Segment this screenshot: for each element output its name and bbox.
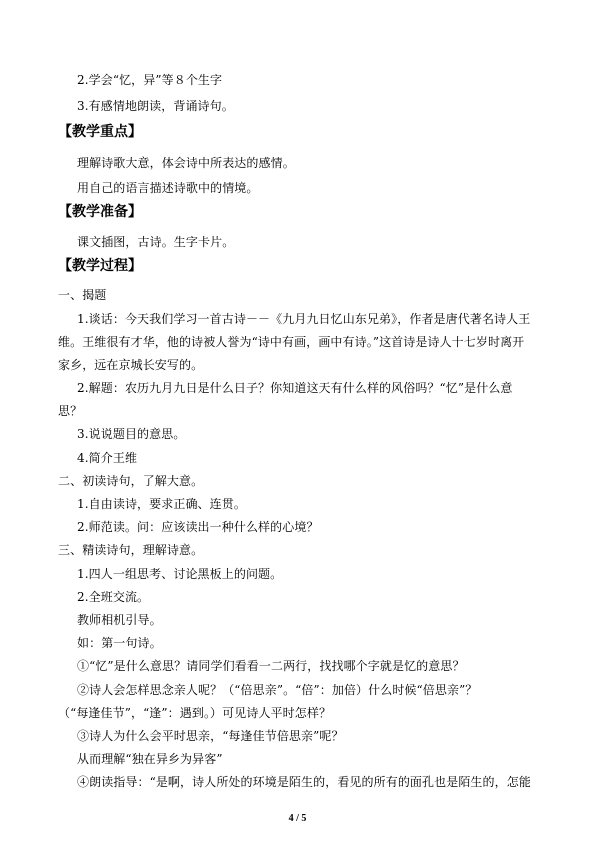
paragraph-line: ④朗读指导：“是啊，诗人所处的环境是陌生的，看见的所有的面孔也是陌生的，怎能: [77, 775, 531, 789]
process-part-1-title: 一、揭题: [58, 288, 107, 302]
section-heading-preparation: 【教学准备】: [58, 204, 142, 220]
paragraph-line: 2.全班交流。: [77, 590, 150, 604]
paragraph-line: （“每逢佳节”，“逢”：遇到。）可见诗人平时怎样？: [58, 706, 332, 720]
paragraph-line: 1.谈话：今天我们学习一首古诗－－《九月九日忆山东兄弟》，作者是唐代著名诗人王: [77, 312, 531, 326]
paragraph-line: ①“忆”是什么意思？请同学们看看一二两行，找找哪个字就是忆的意思？: [77, 659, 465, 673]
page-number: 4 / 5: [288, 813, 307, 824]
paragraph-line: 1.自由读诗，要求正确、连贯。: [77, 497, 246, 511]
paragraph-line: 4.简介王维: [77, 451, 138, 465]
section-heading-key-points: 【教学重点】: [58, 124, 142, 140]
paragraph-line: 维。王维很有才华，他的诗被人誉为“诗中有画，画中有诗。”这首诗是诗人十七岁时离开: [58, 335, 525, 349]
process-part-3-title: 三、精读诗句，理解诗意。: [58, 543, 204, 557]
paragraph-line: ②诗人会怎样思念亲人呢？（“倍思亲”。“倍”：加倍）什么时候“倍思亲”？: [77, 683, 478, 697]
paragraph-line: 如：第一句诗。: [77, 636, 162, 650]
paragraph-line: 从而理解“独在异乡为异客”: [77, 752, 223, 766]
objective-3: 3.有感情地朗读，背诵诗句。: [77, 99, 234, 113]
objective-2: 2.学会“忆，异”等８个生字: [77, 73, 223, 87]
process-part-2-title: 二、初读诗句，了解大意。: [58, 474, 204, 488]
paragraph-line: 1.四人一组思考、讨论黑板上的问题。: [77, 567, 283, 581]
paragraph-line: ③诗人为什么会平时思亲，“每逢佳节倍思亲”呢？: [77, 729, 344, 743]
preparation-text: 课文插图，古诗。生字卡片。: [77, 235, 235, 249]
paragraph-line: 2.解题：农历九月九日是什么日子？你知道这天有什么样的风俗吗？“忆”是什么意: [77, 381, 513, 395]
paragraph-line: 思？: [58, 404, 83, 418]
section-heading-process: 【教学过程】: [58, 258, 142, 274]
key-point-2: 用自己的语言描述诗歌中的情境。: [77, 181, 259, 195]
paragraph-line: 教师相机引导。: [77, 613, 162, 627]
key-point-1: 理解诗歌大意，体会诗中所表达的感情。: [77, 156, 295, 170]
paragraph-line: 2.师范读。问：应该读出一种什么样的心境？: [77, 520, 319, 534]
paragraph-line: 3.说说题目的意思。: [77, 427, 186, 441]
paragraph-line: 家乡，远在京城长安写的。: [58, 358, 204, 372]
